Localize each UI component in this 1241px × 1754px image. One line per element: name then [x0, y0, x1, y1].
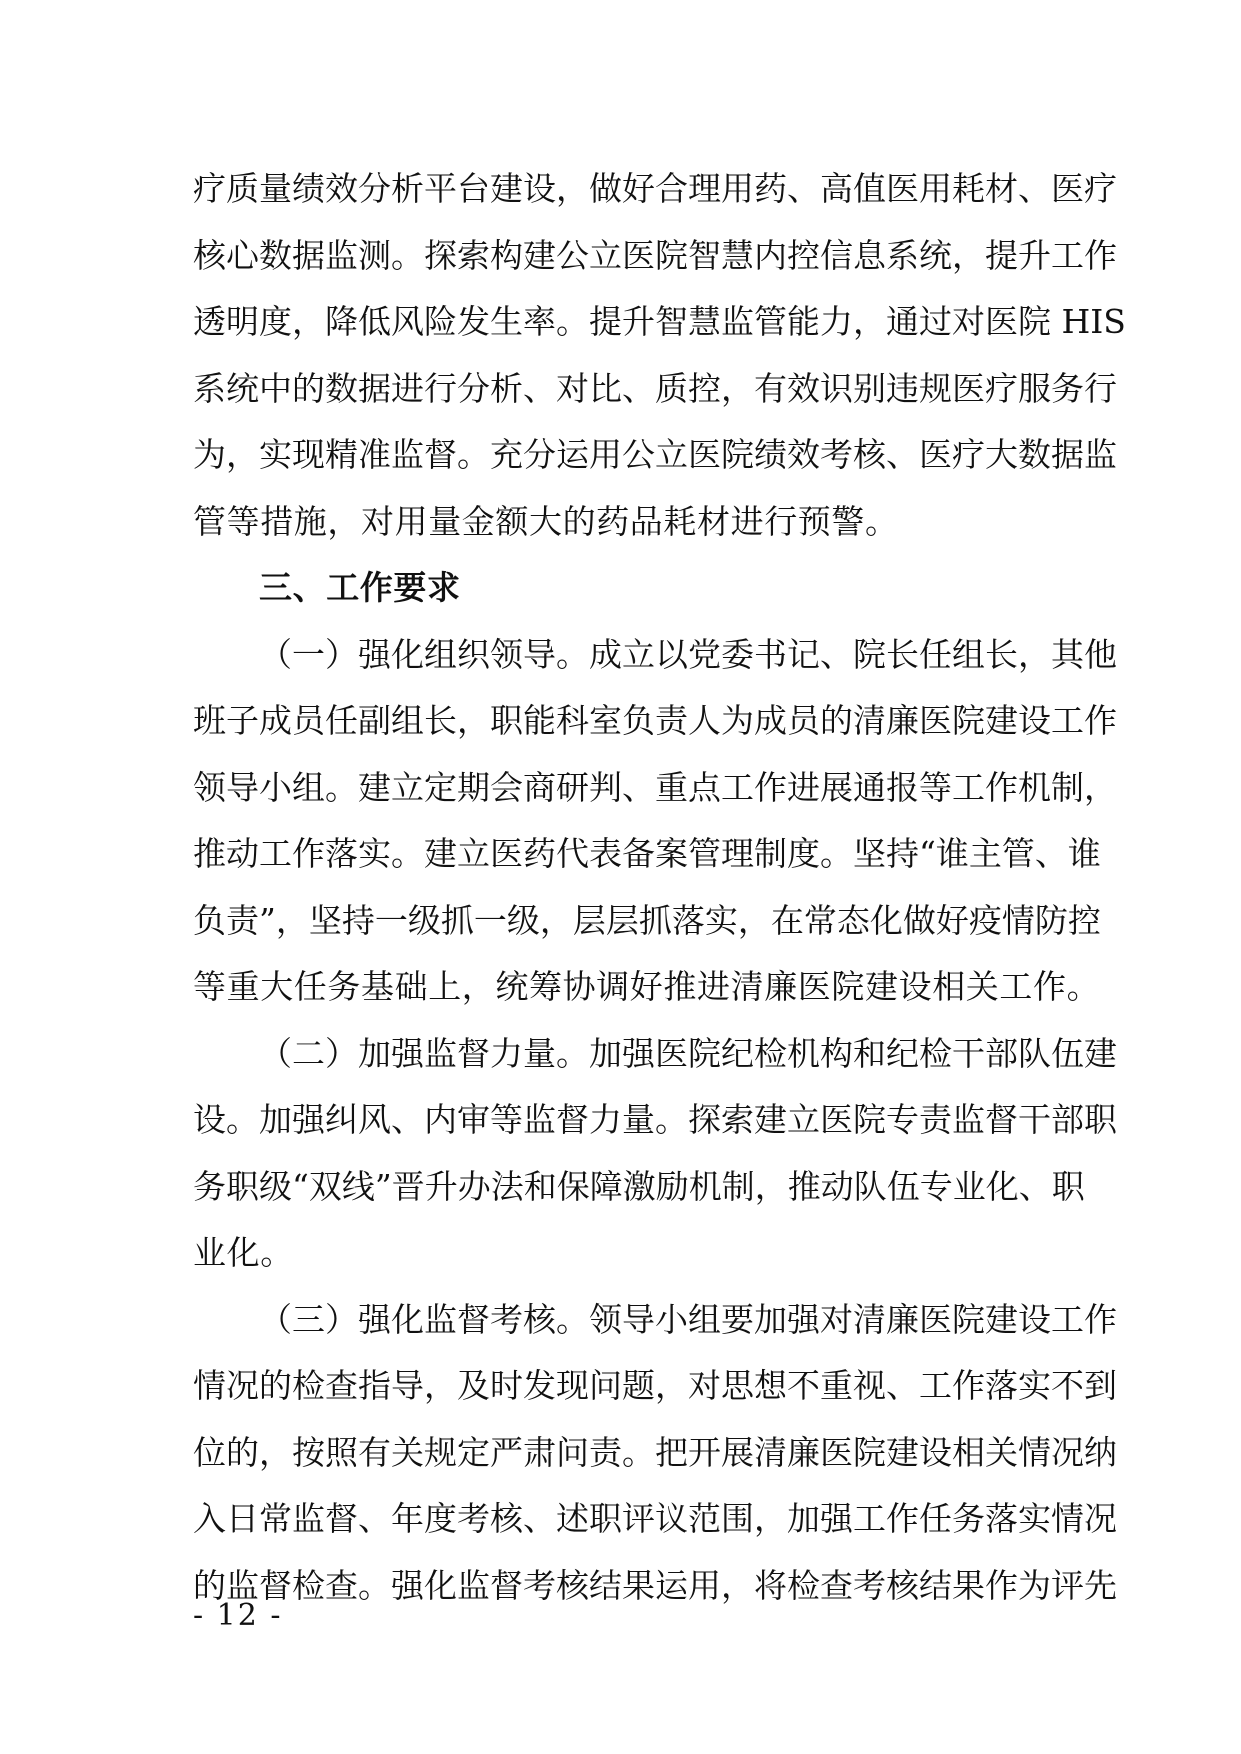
body-line	[193, 1087, 1117, 1154]
line-text: 负责”，坚持一级抓一级，层层抓落实，在常态化做好疫情防控	[193, 900, 1101, 940]
line-text: 疗质量绩效分析平台建设，做好合理用药、高值医用耗材、医疗	[193, 169, 1117, 208]
body-line	[193, 954, 1101, 1021]
line-text: 业化。	[193, 1233, 294, 1272]
body-line	[193, 755, 1117, 822]
line-text: 的监督检查。强化监督考核结果运用，将检查考核结果作为评先	[193, 1565, 1117, 1605]
line-text: 设。加强纠风、内审等监督力量。探索建立医院专责监督干部职	[193, 1100, 1117, 1139]
line-text: 透明度，降低风险发生率。提升智慧监管能力，通过对医院 HIS	[193, 302, 1126, 341]
body-line	[193, 489, 1063, 556]
line-text: 位的，按照有关规定严肃问责。把开展清廉医院建设相关情况纳	[193, 1432, 1117, 1472]
body-line	[193, 223, 1117, 290]
page-number: - 12 -	[193, 1598, 283, 1633]
line-text: 核心数据监测。探索构建公立医院智慧内控信息系统，提升工作	[193, 235, 1117, 275]
body-line	[193, 622, 1117, 689]
section-heading	[193, 555, 1063, 622]
heading-text: 三、工作要求	[259, 568, 461, 607]
body-line	[193, 356, 1117, 423]
line-text: 系统中的数据进行分析、对比、质控，有效识别违规医疗服务行	[193, 368, 1117, 408]
body-line	[193, 156, 1117, 223]
line-text: 等重大任务基础上，统筹协调好推进清廉医院建设相关工作。	[193, 967, 1101, 1006]
body-line	[193, 1287, 1117, 1354]
line-text: （三）强化监督考核。领导小组要加强对清廉医院建设工作	[259, 1299, 1117, 1339]
line-text: 情况的检查指导，及时发现问题，对思想不重视、工作落实不到	[193, 1366, 1117, 1405]
line-text: 为，实现精准监督。充分运用公立医院绩效考核、医疗大数据监	[193, 435, 1117, 474]
line-text: （一）强化组织领导。成立以党委书记、院长任组长，其他	[259, 634, 1117, 674]
line-text: 班子成员任副组长，职能科室负责人为成员的清廉医院建设工作	[193, 701, 1117, 740]
body-line	[193, 1021, 1117, 1088]
body-line	[193, 422, 1117, 489]
body-line	[193, 1486, 1117, 1553]
body-line	[193, 821, 1101, 888]
body-line	[193, 1420, 1117, 1487]
line-text: 推动工作落实。建立医药代表备案管理制度。坚持“谁主管、谁	[193, 834, 1101, 873]
line-text: （二）加强监督力量。加强医院纪检机构和纪检干部队伍建	[259, 1033, 1117, 1073]
line-text: 入日常监督、年度考核、述职评议范围，加强工作任务落实情况	[193, 1499, 1117, 1538]
document-body	[193, 156, 1126, 1619]
body-line	[193, 888, 1101, 955]
body-line	[193, 1353, 1117, 1420]
line-text: 务职级“双线”晋升办法和保障激励机制，推动队伍专业化、职	[193, 1166, 1085, 1206]
body-line	[193, 1220, 1063, 1287]
body-line	[193, 289, 1126, 356]
body-line	[193, 688, 1117, 755]
body-line	[193, 1553, 1117, 1620]
line-text: 领导小组。建立定期会商研判、重点工作进展通报等工作机制，	[193, 767, 1117, 807]
line-text: 管等措施，对用量金额大的药品耗材进行预警。	[193, 501, 899, 541]
body-line	[193, 1154, 1085, 1221]
